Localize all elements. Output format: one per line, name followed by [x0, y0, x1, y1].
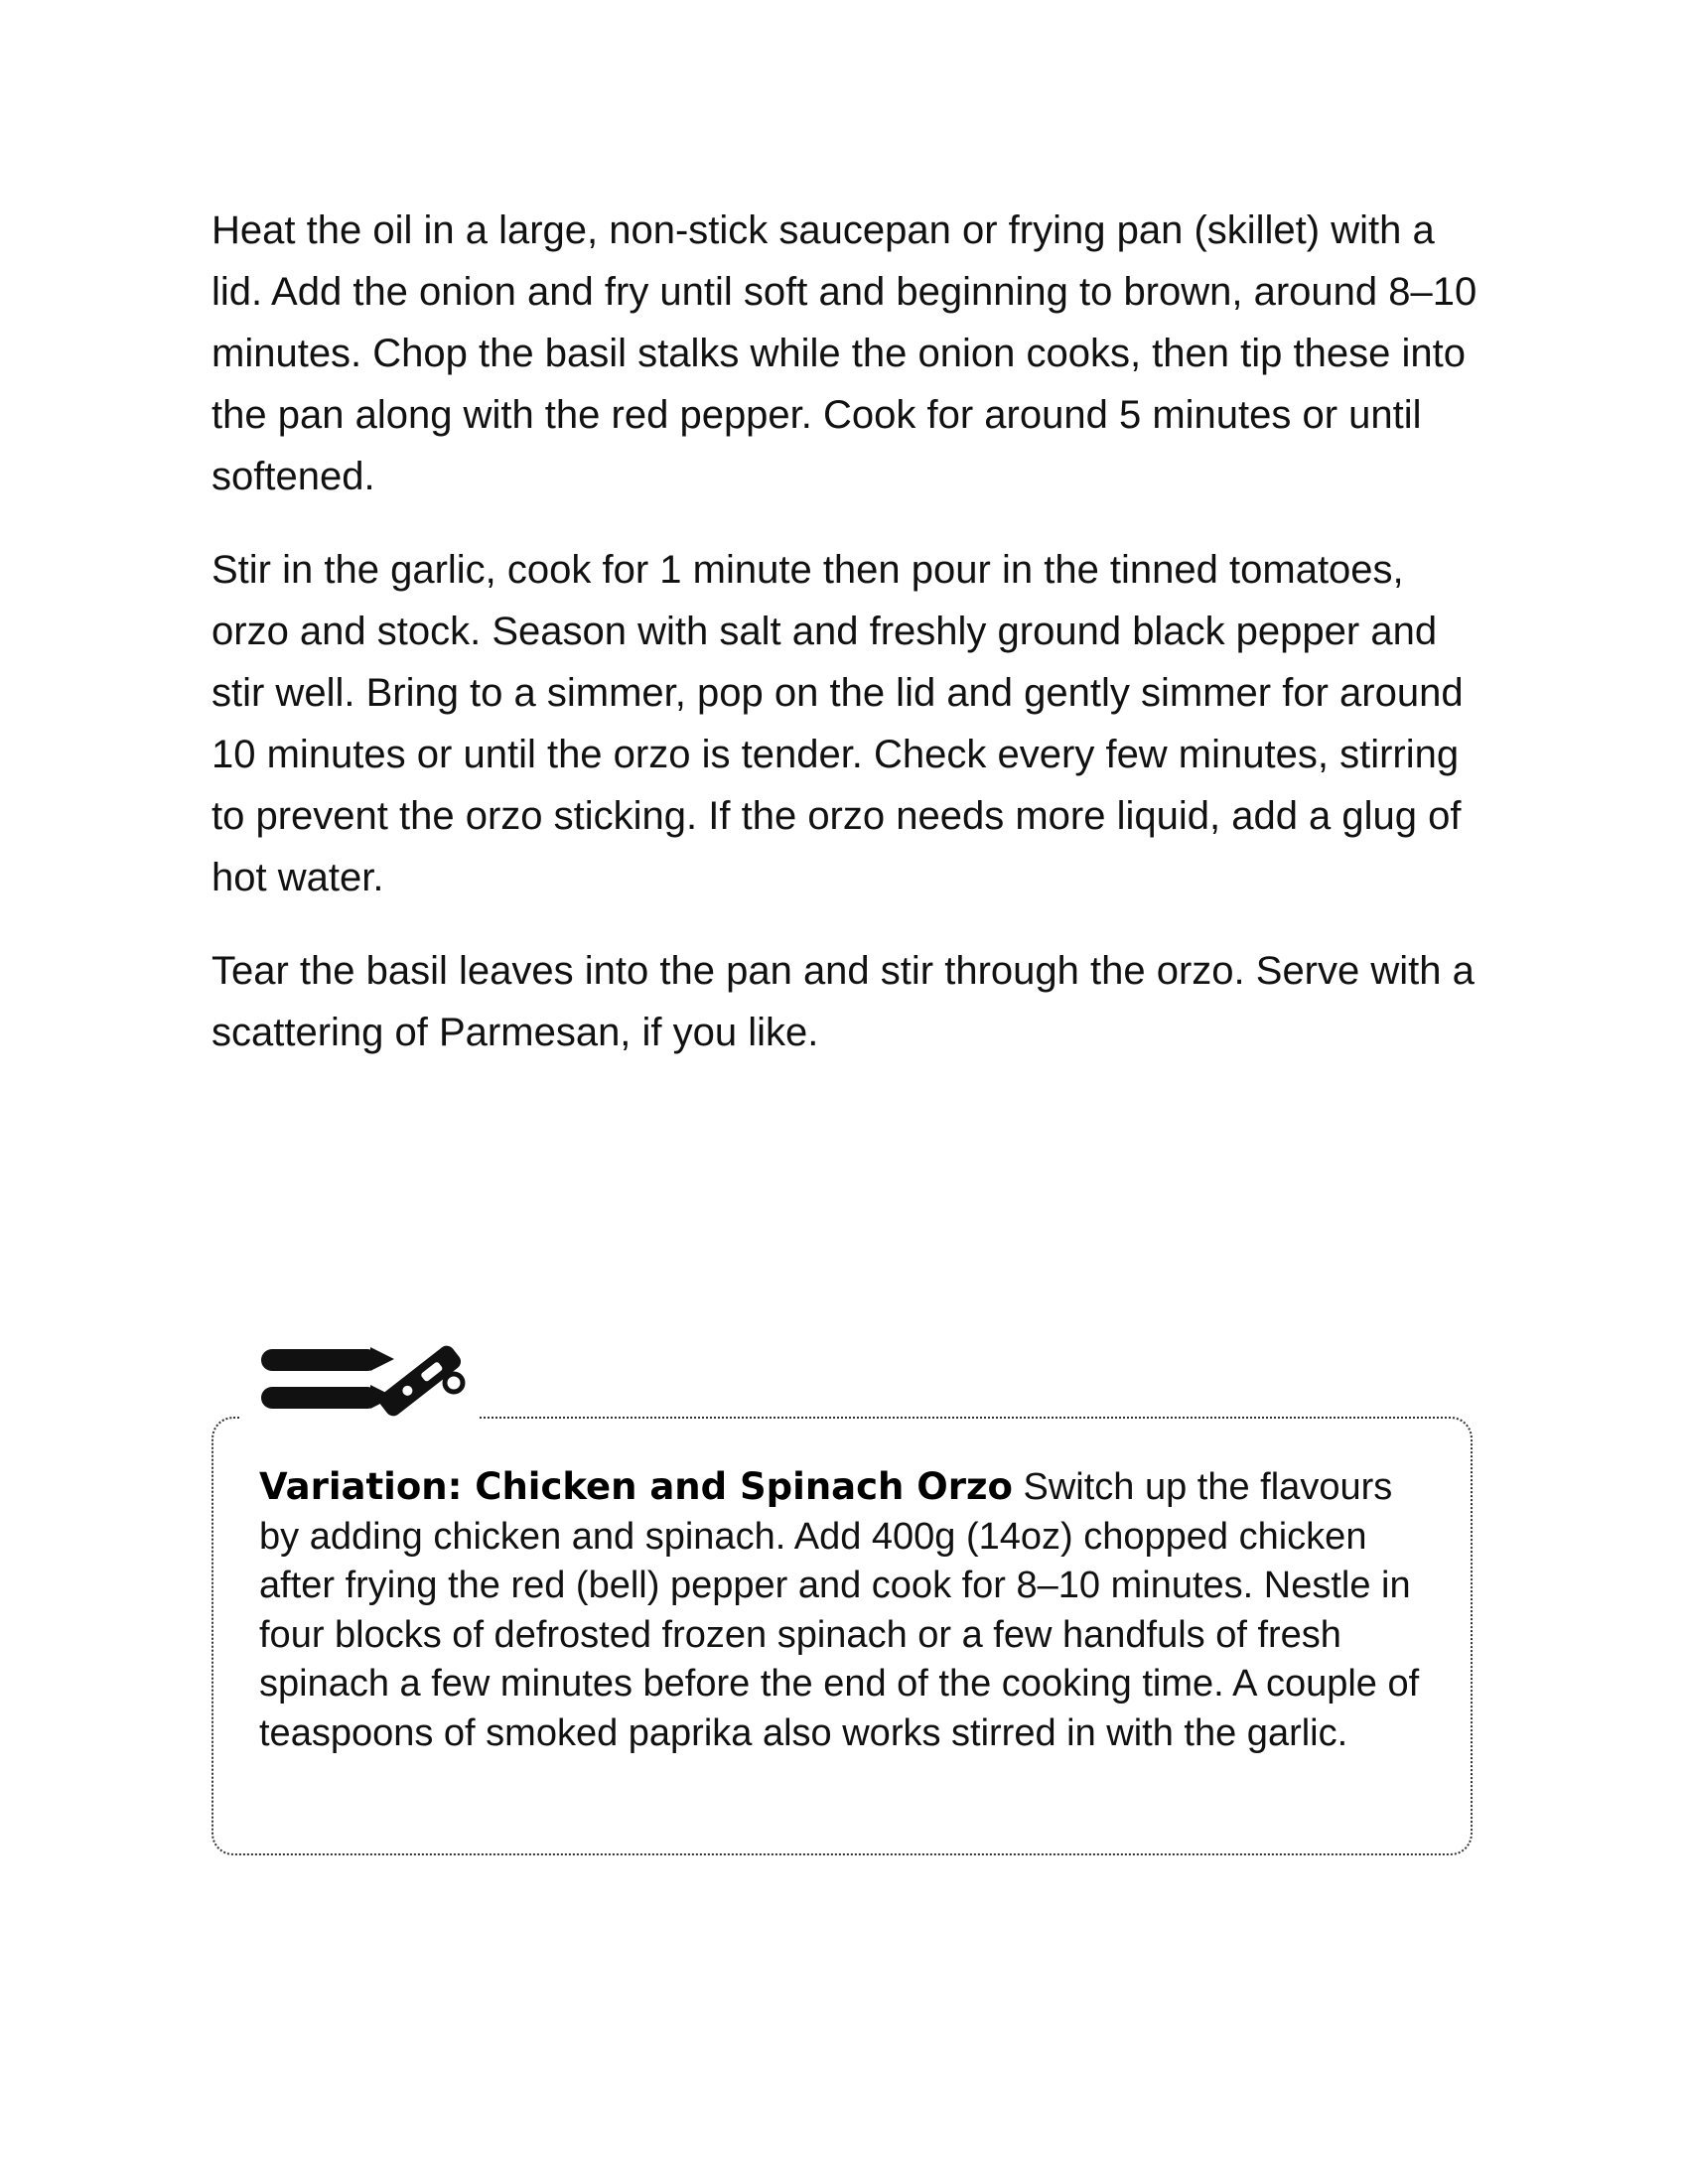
- variation-title: Variation: Chicken and Spinach Orzo: [259, 1465, 1013, 1508]
- method-paragraph: Tear the basil leaves into the pan and stir through the orzo. Serve with a scattering of Parmesan, if you like.: [211, 949, 1475, 1054]
- method-section: [211, 200, 1487, 1095]
- method-paragraph: Heat the oil in a large, non-stick saucepan or frying pan (skillet) with a lid. Add the onion and fry until soft and beginning to brown, around 8–10 minutes. Chop the basil stalks while the onion cooks, then tip these into the pan along with the red pepper. Cook for around 5 minutes or until softened.: [211, 208, 1477, 498]
- variation-body: Switch up the flavours by adding chicken and spinach. Add 400g (14oz) chopped chicken after frying the red (bell) pepper and cook for 8–10 minutes. Nestle in four blocks of defrosted frozen spinach or a few handfuls of fresh spinach a few minutes before the end of the cooking time. A couple of teaspoons of smoked paprika also works stirred in with the garlic.: [259, 1466, 1420, 1754]
- utensils-icon: [259, 1345, 470, 1417]
- method-paragraph: Stir in the garlic, cook for 1 minute then pour in the tinned tomatoes, orzo and stock. Season with salt and freshly ground black pepper and stir well. Bring to a simmer, pop on the lid and gently simmer for around 10 minutes or until the orzo is tender. Check every few minutes, stirring to prevent the orzo sticking. If the orzo needs more liquid, add a glug of hot water.: [211, 548, 1464, 899]
- variation-text: [259, 1462, 1431, 1759]
- variation-tip: [211, 1345, 1477, 1861]
